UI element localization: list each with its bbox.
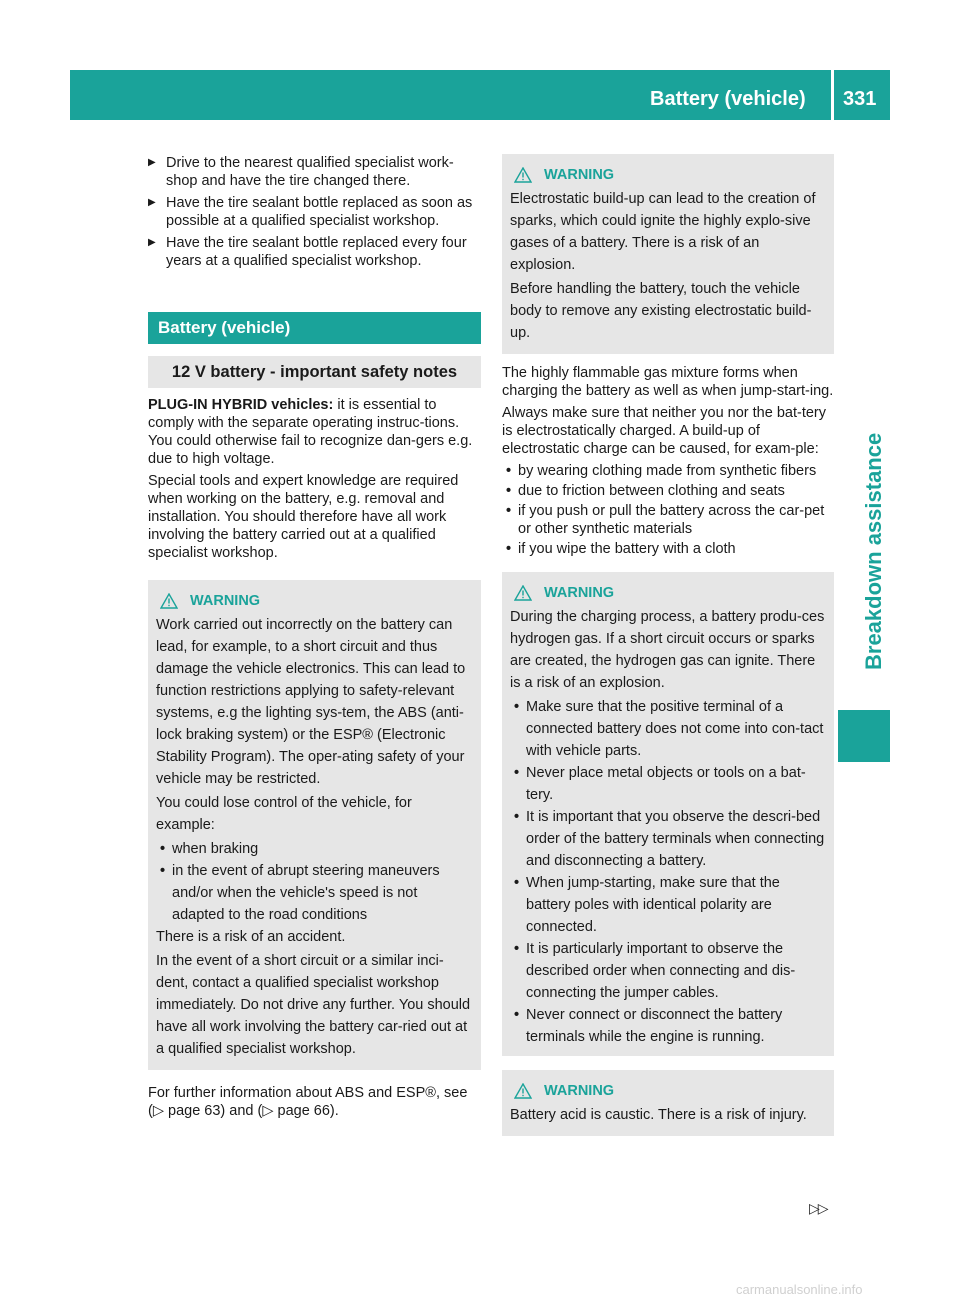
intro-paragraph xyxy=(148,396,481,468)
warning-triangle-icon xyxy=(514,585,532,601)
intro-text: it is essential to comply with the separate operating instruc-tions. You could otherwise fail to recognize dan-gers e.g. due to high voltage. xyxy=(148,397,473,467)
warning-text: You could lose control of the vehicle, for example: xyxy=(156,795,412,833)
paragraph: Special tools and expert knowledge are required when working on the battery, e.g. removal and installation. You should therefore have all work involving the battery carried out at a qualified specialist workshop. xyxy=(148,473,459,561)
warning-triangle-icon xyxy=(514,167,532,183)
section-heading: Battery (vehicle) xyxy=(148,312,481,344)
step-item: ▶ Drive to the nearest qualified specialist work-shop and have the tire changed there. xyxy=(148,154,481,190)
subsection-heading: 12 V battery - important safety notes xyxy=(148,356,481,388)
warning-text: There is a risk of an accident. xyxy=(156,929,346,945)
list-item: • due to friction between clothing and seats xyxy=(502,482,834,500)
warning-bullet: • Never connect or disconnect the battery terminals while the engine is running. xyxy=(510,1004,825,1048)
warning-label: WARNING xyxy=(544,167,615,183)
warning-heading xyxy=(510,1080,825,1102)
warning-text: Battery acid is caustic. There is a risk of injury. xyxy=(510,1107,807,1123)
warning-bullet: • Never place metal objects or tools on a bat-tery. xyxy=(510,762,825,806)
warning-box xyxy=(502,572,834,1056)
warning-bullet: • It is particularly important to observe the described order when connecting and dis-connecting the jumper cables. xyxy=(510,938,825,1004)
list-item: • by wearing clothing made from synthetic fibers xyxy=(502,462,834,480)
warning-heading xyxy=(510,164,825,186)
right-column xyxy=(502,154,834,1136)
reference-paragraph: For further information about ABS and ESP®, see (▷ page 63) and (▷ page 66). xyxy=(148,1085,468,1119)
warning-text: During the charging process, a battery produ-ces hydrogen gas. If a short circuit occurs or sparks are created, the hydrogen gas can ignite. There is a risk of an explosion. xyxy=(510,609,825,691)
watermark: carmanualsonline.info xyxy=(736,1282,863,1297)
warning-bullet: • It is important that you observe the descri-bed order of the battery terminals when connecting and disconnecting a battery. xyxy=(510,806,825,872)
warning-box xyxy=(148,580,481,1070)
paragraph: Always make sure that neither you nor the bat-tery is electrostatically charged. A build-up of electrostatic charge can be caused, for exam-ple: xyxy=(502,405,826,457)
side-tab-label: Breakdown assistance xyxy=(861,432,886,670)
warning-heading xyxy=(156,590,472,612)
warning-box xyxy=(502,154,834,354)
list-item: • if you wipe the battery with a cloth xyxy=(502,540,834,558)
warning-text: Work carried out incorrectly on the battery can lead, for example, to a short circuit and thus damage the vehicle electronics. This can lead to function restrictions applying to safety-relevant systems, e.g the lighting sys-tem, the ABS (anti-lock braking system) or the ESP® (Electronic Stability Program). The oper-ating safety of your vehicle may be restricted. xyxy=(156,617,466,787)
step-item: ▶ Have the tire sealant bottle replaced as soon as possible at a qualified specialist workshop. xyxy=(148,194,481,230)
warning-box xyxy=(502,1070,834,1136)
warning-heading xyxy=(510,582,825,604)
intro-bold: PLUG-IN HYBRID vehicles: xyxy=(148,397,334,413)
warning-label: WARNING xyxy=(544,585,615,601)
side-tab-marker xyxy=(838,710,890,762)
page-number: 331 xyxy=(843,88,877,110)
warning-bullet: • Make sure that the positive terminal of a connected battery does not come into con-tact with vehicle parts. xyxy=(510,696,825,762)
header-divider xyxy=(831,70,834,120)
left-column xyxy=(148,154,481,1124)
warning-text: Before handling the battery, touch the vehicle body to remove any existing electrostatic build-up. xyxy=(510,281,812,341)
warning-triangle-icon xyxy=(514,1083,532,1099)
warning-bullet: • when braking xyxy=(156,838,472,860)
warning-label: WARNING xyxy=(190,593,261,609)
page-header-title: Battery (vehicle) xyxy=(650,88,806,110)
warning-label: WARNING xyxy=(544,1083,615,1099)
paragraph: The highly flammable gas mixture forms when charging the battery as well as when jump-start-ing. xyxy=(502,365,834,399)
warning-text: Electrostatic build-up can lead to the creation of sparks, which could ignite the highly explo-sive gases of a battery. There is a risk of an explosion. xyxy=(510,191,816,273)
warning-bullet: • in the event of abrupt steering maneuvers and/or when the vehicle's speed is not adapted to the road conditions xyxy=(156,860,472,926)
continue-arrow-icon: ▷▷ xyxy=(809,1200,827,1216)
step-item: ▶ Have the tire sealant bottle replaced every four years at a qualified specialist workshop. xyxy=(148,234,481,270)
warning-triangle-icon xyxy=(160,593,178,609)
warning-text: In the event of a short circuit or a similar inci-dent, contact a qualified specialist workshop immediately. Do not drive any further. You should have all work involving the battery car-ried out at a qualified specialist workshop. xyxy=(156,953,471,1057)
list-item: • if you push or pull the battery across the car-pet or other synthetic materials xyxy=(502,502,834,538)
warning-bullet: • When jump-starting, make sure that the battery poles with identical polarity are connected. xyxy=(510,872,825,938)
